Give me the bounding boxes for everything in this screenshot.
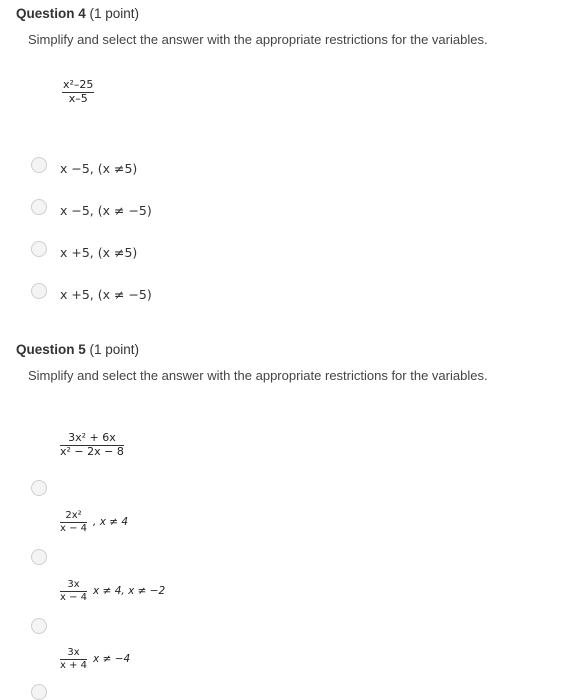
question-5-option-3-radio[interactable]	[31, 618, 47, 634]
question-5-option-3-label[interactable]	[60, 647, 130, 671]
question-4-expression-numerator: x²–25	[63, 78, 94, 91]
question-5-option-1-denominator: x − 4	[60, 522, 88, 534]
question-5-option-1-fraction	[60, 510, 87, 534]
question-5-option-2-restriction: x ≠ 4, x ≠ −2	[93, 585, 166, 597]
question-4-option-2-radio[interactable]	[31, 199, 47, 215]
question-5-option-3-numerator: 3x	[60, 647, 87, 660]
question-4-option-2-label[interactable]: x −5, (x ≠ −5)	[60, 203, 152, 218]
question-5-option-1-restriction: , x ≠ 4	[93, 516, 129, 528]
question-5-option-2-denominator: x − 4	[60, 591, 88, 603]
question-4-title	[16, 6, 139, 21]
question-5-option-3-restriction: x ≠ −4	[93, 653, 131, 665]
question-5-option-2-radio[interactable]	[31, 549, 47, 565]
question-4-option-1-label[interactable]: x −5, (x ≠5)	[60, 161, 138, 176]
question-4-option-1-radio[interactable]	[31, 157, 47, 173]
question-5-option-2-numerator: 3x	[60, 579, 87, 592]
question-5-option-1-label[interactable]	[60, 510, 128, 534]
question-4-number: Question 4	[16, 6, 86, 21]
question-5-expression-denominator: x² − 2x − 8	[60, 444, 124, 458]
question-4-expression-denominator: x–5	[68, 91, 88, 105]
question-5-title	[16, 342, 139, 357]
question-4-option-3-label[interactable]: x +5, (x ≠5)	[60, 245, 138, 260]
question-5-prompt: Simplify and select the answer with the appropriate restrictions for the variables.	[28, 368, 488, 383]
question-5-option-1-radio[interactable]	[31, 480, 47, 496]
question-5-expression	[60, 432, 124, 458]
question-5-number: Question 5	[16, 342, 86, 357]
question-5-option-1-numerator: 2x²	[60, 510, 87, 523]
question-5-option-4-radio[interactable]	[31, 684, 47, 700]
question-5-option-3-fraction	[60, 647, 87, 671]
question-5-option-2-label[interactable]	[60, 579, 165, 603]
question-4-points: (1 point)	[89, 6, 140, 21]
question-5-option-3-denominator: x + 4	[60, 659, 88, 671]
question-5-option-2-fraction	[60, 579, 87, 603]
question-4-option-4-label[interactable]: x +5, (x ≠ −5)	[60, 287, 152, 302]
question-5-points: (1 point)	[89, 342, 140, 357]
question-4-expression	[62, 79, 94, 105]
question-4-option-3-radio[interactable]	[31, 241, 47, 257]
question-4-option-4-radio[interactable]	[31, 283, 47, 299]
question-5-expression-numerator: 3x² + 6x	[60, 432, 124, 446]
question-4-prompt: Simplify and select the answer with the appropriate restrictions for the variables.	[28, 32, 488, 47]
